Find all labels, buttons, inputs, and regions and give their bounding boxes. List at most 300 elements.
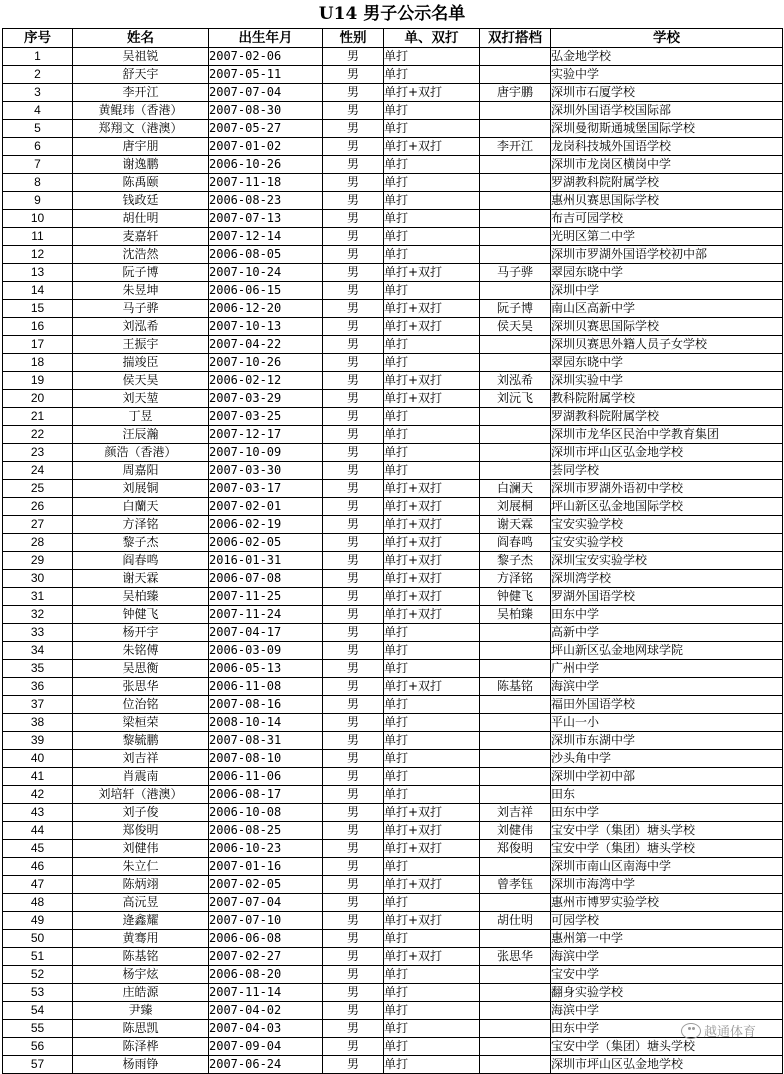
cell-doubles-partner [480,858,551,876]
cell-name: 梁桓荣 [73,714,209,732]
table-row [3,768,783,786]
cell-event: 单打 [384,246,480,264]
cell-birthdate: 2006-02-12 [209,372,323,390]
cell-school: 深圳市南山区南海中学 [551,858,783,876]
cell-school: 可园学校 [551,912,783,930]
cell-name: 谢天霖 [73,570,209,588]
cell-name: 朱立仁 [73,858,209,876]
cell-number: 12 [3,246,73,264]
cell-doubles-partner [480,66,551,84]
cell-number: 52 [3,966,73,984]
cell-gender: 男 [323,1056,384,1074]
cell-birthdate: 2007-12-17 [209,426,323,444]
cell-doubles-partner [480,984,551,1002]
cell-doubles-partner [480,786,551,804]
cell-name: 阎春鸣 [73,552,209,570]
cell-name: 黄骞用 [73,930,209,948]
cell-number: 25 [3,480,73,498]
cell-doubles-partner [480,966,551,984]
cell-school: 深圳市坪山区弘金地学校 [551,1056,783,1074]
header-event: 单、双打 [384,29,480,48]
cell-event: 单打 [384,336,480,354]
cell-name: 郑俊明 [73,822,209,840]
cell-event: 单打 [384,48,480,66]
cell-event: 单打+双打 [384,570,480,588]
cell-birthdate: 2007-11-24 [209,606,323,624]
table-row [3,210,783,228]
cell-event: 单打 [384,768,480,786]
cell-doubles-partner [480,696,551,714]
table-row [3,84,783,102]
cell-doubles-partner: 刘健伟 [480,822,551,840]
cell-event: 单打+双打 [384,948,480,966]
cell-school: 深圳实验中学 [551,372,783,390]
cell-event: 单打 [384,66,480,84]
cell-gender: 男 [323,192,384,210]
cell-birthdate: 2007-09-04 [209,1038,323,1056]
cell-gender: 男 [323,660,384,678]
cell-school: 田东 [551,786,783,804]
cell-name: 朱昱坤 [73,282,209,300]
cell-birthdate: 2006-11-08 [209,678,323,696]
cell-birthdate: 2007-10-26 [209,354,323,372]
cell-event: 单打 [384,444,480,462]
table-row [3,264,783,282]
cell-number: 40 [3,750,73,768]
cell-school: 坪山新区弘金地网球学院 [551,642,783,660]
cell-event: 单打+双打 [384,84,480,102]
table-row [3,696,783,714]
cell-event: 单打 [384,642,480,660]
header-doubles-partner: 双打搭档 [480,29,551,48]
cell-gender: 男 [323,1020,384,1038]
cell-name: 陈思凯 [73,1020,209,1038]
cell-gender: 男 [323,714,384,732]
cell-event: 单打 [384,228,480,246]
cell-birthdate: 2007-07-10 [209,912,323,930]
cell-birthdate: 2006-02-19 [209,516,323,534]
cell-number: 6 [3,138,73,156]
cell-doubles-partner [480,120,551,138]
cell-birthdate: 2006-05-13 [209,660,323,678]
cell-event: 单打+双打 [384,678,480,696]
header-gender: 性别 [323,29,384,48]
cell-number: 48 [3,894,73,912]
cell-number: 36 [3,678,73,696]
cell-number: 10 [3,210,73,228]
cell-name: 白蘭天 [73,498,209,516]
cell-school: 田东中学 [551,606,783,624]
cell-name: 阮子博 [73,264,209,282]
cell-birthdate: 2007-04-22 [209,336,323,354]
cell-number: 57 [3,1056,73,1074]
cell-birthdate: 2006-10-26 [209,156,323,174]
cell-birthdate: 2007-08-30 [209,102,323,120]
cell-name: 汪辰瀚 [73,426,209,444]
cell-gender: 男 [323,336,384,354]
cell-school: 罗湖教科院附属学校 [551,408,783,426]
cell-number: 11 [3,228,73,246]
cell-school: 沙头角中学 [551,750,783,768]
cell-gender: 男 [323,606,384,624]
cell-event: 单打 [384,282,480,300]
cell-school: 宝安实验学校 [551,534,783,552]
table-row [3,444,783,462]
cell-number: 8 [3,174,73,192]
cell-gender: 男 [323,858,384,876]
table-row [3,498,783,516]
table-row [3,300,783,318]
cell-gender: 男 [323,624,384,642]
cell-school: 罗湖教科院附属学校 [551,174,783,192]
cell-school: 深圳市石厦学校 [551,84,783,102]
cell-doubles-partner [480,102,551,120]
cell-doubles-partner: 郑俊明 [480,840,551,858]
cell-doubles-partner: 刘展桐 [480,498,551,516]
cell-birthdate: 2007-10-09 [209,444,323,462]
cell-doubles-partner [480,1056,551,1074]
cell-number: 53 [3,984,73,1002]
cell-name: 逄鑫耀 [73,912,209,930]
cell-gender: 男 [323,984,384,1002]
cell-birthdate: 2007-05-11 [209,66,323,84]
cell-name: 尹臻 [73,1002,209,1020]
cell-name: 肖震南 [73,768,209,786]
cell-name: 陈泽桦 [73,1038,209,1056]
table-row [3,624,783,642]
table-row [3,930,783,948]
cell-birthdate: 2007-06-24 [209,1056,323,1074]
table-row [3,462,783,480]
cell-birthdate: 2006-10-23 [209,840,323,858]
cell-doubles-partner [480,732,551,750]
cell-gender: 男 [323,408,384,426]
cell-gender: 男 [323,876,384,894]
watermark-text: 越通体育 [703,1025,756,1040]
table-row [3,732,783,750]
cell-gender: 男 [323,1002,384,1020]
cell-number: 37 [3,696,73,714]
cell-event: 单打+双打 [384,876,480,894]
cell-name: 刘泓希 [73,318,209,336]
cell-birthdate: 2007-03-17 [209,480,323,498]
table-row [3,822,783,840]
cell-school: 高新中学 [551,624,783,642]
roster-table [2,28,783,1074]
cell-number: 26 [3,498,73,516]
cell-doubles-partner [480,462,551,480]
cell-school: 宝安中学（集团）塘头学校 [551,1038,783,1056]
cell-school: 田东中学 [551,804,783,822]
cell-gender: 男 [323,696,384,714]
cell-name: 钟健飞 [73,606,209,624]
cell-school: 深圳中学初中部 [551,768,783,786]
cell-number: 13 [3,264,73,282]
cell-event: 单打 [384,174,480,192]
cell-event: 单打+双打 [384,534,480,552]
cell-gender: 男 [323,732,384,750]
cell-school: 深圳外国语学校国际部 [551,102,783,120]
cell-doubles-partner: 唐宇鹏 [480,84,551,102]
cell-event: 单打 [384,408,480,426]
cell-event: 单打 [384,660,480,678]
table-row [3,318,783,336]
cell-number: 5 [3,120,73,138]
cell-gender: 男 [323,48,384,66]
table-row [3,1020,783,1038]
cell-birthdate: 2007-11-14 [209,984,323,1002]
cell-birthdate: 2007-11-25 [209,588,323,606]
cell-gender: 男 [323,354,384,372]
table-row [3,372,783,390]
cell-number: 14 [3,282,73,300]
cell-school: 海滨中学 [551,948,783,966]
cell-school: 广州中学 [551,660,783,678]
cell-number: 29 [3,552,73,570]
cell-number: 31 [3,588,73,606]
cell-number: 18 [3,354,73,372]
cell-birthdate: 2007-05-27 [209,120,323,138]
cell-gender: 男 [323,768,384,786]
cell-school: 宝安中学（集团）塘头学校 [551,840,783,858]
cell-name: 麦嘉轩 [73,228,209,246]
cell-school: 深圳市罗湖外国语学校初中部 [551,246,783,264]
document-title: U14 男子公示名单 [318,4,466,24]
cell-event: 单打 [384,786,480,804]
cell-gender: 男 [323,66,384,84]
cell-gender: 男 [323,588,384,606]
table-row [3,858,783,876]
cell-doubles-partner: 谢天霖 [480,516,551,534]
cell-name: 刘培轩（港澳） [73,786,209,804]
cell-doubles-partner [480,750,551,768]
table-row [3,120,783,138]
cell-event: 单打 [384,462,480,480]
cell-number: 44 [3,822,73,840]
table-row [3,228,783,246]
cell-event: 单打 [384,696,480,714]
header-number: 序号 [3,29,73,48]
cell-doubles-partner [480,354,551,372]
cell-school: 实验中学 [551,66,783,84]
cell-name: 刘健伟 [73,840,209,858]
cell-number: 55 [3,1020,73,1038]
cell-doubles-partner [480,624,551,642]
cell-birthdate: 2006-06-08 [209,930,323,948]
cell-number: 41 [3,768,73,786]
cell-birthdate: 2006-08-17 [209,786,323,804]
cell-event: 单打 [384,984,480,1002]
cell-name: 高沅昱 [73,894,209,912]
cell-doubles-partner [480,768,551,786]
cell-number: 42 [3,786,73,804]
cell-birthdate: 2007-10-24 [209,264,323,282]
cell-name: 刘天堃 [73,390,209,408]
cell-name: 胡仕明 [73,210,209,228]
table-row [3,606,783,624]
cell-name: 沈浩然 [73,246,209,264]
cell-number: 45 [3,840,73,858]
cell-school: 翠园东晓中学 [551,354,783,372]
cell-birthdate: 2007-07-04 [209,894,323,912]
cell-number: 33 [3,624,73,642]
cell-number: 51 [3,948,73,966]
cell-gender: 男 [323,228,384,246]
cell-doubles-partner: 吴柏臻 [480,606,551,624]
cell-birthdate: 2006-03-09 [209,642,323,660]
cell-gender: 男 [323,912,384,930]
cell-name: 位治铭 [73,696,209,714]
cell-name: 钱政廷 [73,192,209,210]
cell-birthdate: 2007-01-16 [209,858,323,876]
cell-doubles-partner: 刘吉祥 [480,804,551,822]
cell-school: 坪山新区弘金地国际学校 [551,498,783,516]
cell-number: 46 [3,858,73,876]
cell-number: 16 [3,318,73,336]
cell-doubles-partner [480,228,551,246]
cell-birthdate: 2007-07-04 [209,84,323,102]
cell-doubles-partner [480,426,551,444]
cell-event: 单打+双打 [384,480,480,498]
cell-event: 单打 [384,120,480,138]
cell-doubles-partner [480,408,551,426]
cell-school: 布吉可园学校 [551,210,783,228]
cell-school: 惠州市博罗实验学校 [551,894,783,912]
cell-birthdate: 2006-12-20 [209,300,323,318]
cell-number: 20 [3,390,73,408]
table-row [3,426,783,444]
cell-doubles-partner: 阮子博 [480,300,551,318]
cell-school: 光明区第二中学 [551,228,783,246]
cell-doubles-partner [480,894,551,912]
cell-school: 海滨中学 [551,1002,783,1020]
table-row [3,714,783,732]
cell-school: 深圳贝赛思外籍人员子女学校 [551,336,783,354]
cell-gender: 男 [323,534,384,552]
cell-doubles-partner [480,714,551,732]
table-row [3,678,783,696]
table-row [3,642,783,660]
cell-gender: 男 [323,390,384,408]
cell-name: 谢逸鹏 [73,156,209,174]
cell-gender: 男 [323,84,384,102]
cell-name: 朱铭傅 [73,642,209,660]
cell-doubles-partner: 马子骅 [480,264,551,282]
cell-event: 单打+双打 [384,516,480,534]
cell-name: 侯天昊 [73,372,209,390]
cell-birthdate: 2007-08-31 [209,732,323,750]
cell-event: 单打 [384,1038,480,1056]
cell-gender: 男 [323,786,384,804]
header-name: 姓名 [73,29,209,48]
cell-birthdate: 2007-02-01 [209,498,323,516]
table-row [3,156,783,174]
cell-doubles-partner [480,930,551,948]
cell-name: 颜浩（香港） [73,444,209,462]
cell-gender: 男 [323,444,384,462]
cell-event: 单打 [384,966,480,984]
cell-gender: 男 [323,840,384,858]
cell-name: 周嘉阳 [73,462,209,480]
cell-number: 19 [3,372,73,390]
cell-name: 杨开宇 [73,624,209,642]
cell-number: 43 [3,804,73,822]
table-row [3,174,783,192]
cell-number: 30 [3,570,73,588]
cell-event: 单打 [384,858,480,876]
cell-gender: 男 [323,930,384,948]
cell-name: 方泽铭 [73,516,209,534]
cell-gender: 男 [323,1038,384,1056]
table-row [3,570,783,588]
cell-doubles-partner: 张思华 [480,948,551,966]
table-row [3,282,783,300]
cell-birthdate: 2007-11-18 [209,174,323,192]
cell-number: 50 [3,930,73,948]
cell-doubles-partner [480,336,551,354]
cell-doubles-partner [480,174,551,192]
table-row [3,894,783,912]
cell-birthdate: 2007-03-29 [209,390,323,408]
cell-number: 35 [3,660,73,678]
cell-event: 单打+双打 [384,840,480,858]
cell-school: 翻身实验学校 [551,984,783,1002]
cell-name: 黄鲲玮（香港） [73,102,209,120]
cell-gender: 男 [323,426,384,444]
cell-name: 马子骅 [73,300,209,318]
header-school: 学校 [551,29,783,48]
cell-event: 单打 [384,1020,480,1038]
cell-number: 2 [3,66,73,84]
cell-school: 深圳市龙华区民治中学教育集团 [551,426,783,444]
cell-number: 47 [3,876,73,894]
cell-name: 庄皓源 [73,984,209,1002]
cell-gender: 男 [323,966,384,984]
cell-gender: 男 [323,804,384,822]
cell-event: 单打+双打 [384,264,480,282]
cell-doubles-partner [480,246,551,264]
cell-number: 23 [3,444,73,462]
cell-event: 单打 [384,426,480,444]
cell-school: 深圳市罗湖外语初中学校 [551,480,783,498]
table-row [3,750,783,768]
cell-doubles-partner: 陈基铭 [480,678,551,696]
cell-birthdate: 2007-10-13 [209,318,323,336]
table-row [3,660,783,678]
wechat-icon [681,1023,701,1039]
cell-gender: 男 [323,102,384,120]
cell-gender: 男 [323,642,384,660]
cell-school: 深圳贝赛思国际学校 [551,318,783,336]
table-row [3,354,783,372]
watermark [681,1021,756,1040]
cell-school: 平山一小 [551,714,783,732]
table-row [3,138,783,156]
cell-event: 单打+双打 [384,372,480,390]
cell-number: 7 [3,156,73,174]
table-row [3,1056,783,1074]
cell-school: 宝安中学 [551,966,783,984]
cell-name: 郑翔文（港澳） [73,120,209,138]
cell-number: 3 [3,84,73,102]
cell-name: 杨雨铮 [73,1056,209,1074]
cell-gender: 男 [323,570,384,588]
cell-school: 深圳市东湖中学 [551,732,783,750]
cell-number: 22 [3,426,73,444]
cell-event: 单打+双打 [384,606,480,624]
header-row [3,29,783,48]
cell-school: 深圳湾学校 [551,570,783,588]
